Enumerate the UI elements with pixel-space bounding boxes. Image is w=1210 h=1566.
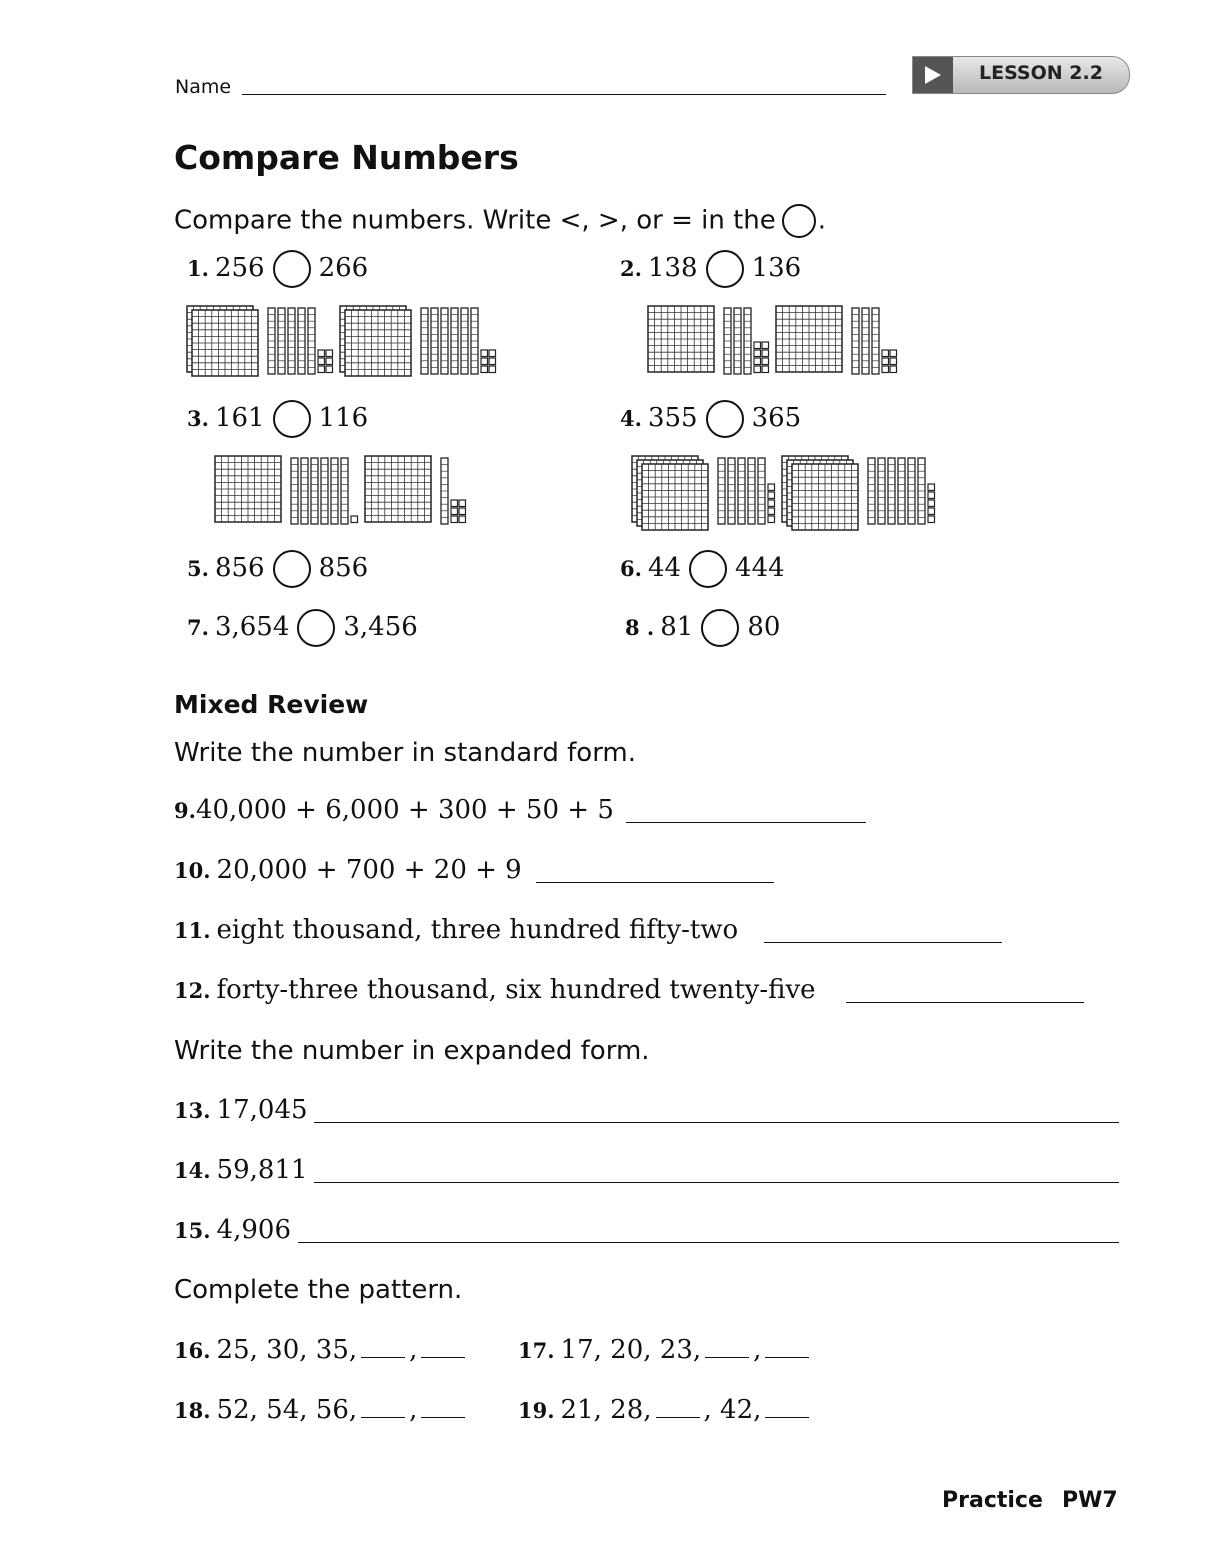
comma-separator: , xyxy=(409,1335,418,1365)
problem-text: 59,811 xyxy=(216,1155,308,1185)
one-cube xyxy=(481,358,488,365)
answer-circle[interactable] xyxy=(297,609,335,647)
name-label: Name xyxy=(175,76,232,98)
one-cube xyxy=(318,350,325,357)
ten-rod xyxy=(441,458,448,524)
number-a: 256 xyxy=(214,253,265,283)
number-b: 856 xyxy=(318,553,369,583)
answer-circle[interactable] xyxy=(273,550,311,588)
problem-number: 1. xyxy=(187,256,209,281)
ten-rod xyxy=(288,308,295,374)
hundred-flat xyxy=(792,464,858,530)
ten-rod xyxy=(451,308,458,374)
problem-number: 5. xyxy=(187,556,209,581)
answer-circle[interactable] xyxy=(706,250,744,288)
one-cube xyxy=(326,350,333,357)
standard-heading: Write the number in standard form. xyxy=(174,738,637,768)
one-cube xyxy=(768,484,775,491)
number-a: 138 xyxy=(647,253,698,283)
problem-number: 4. xyxy=(620,406,642,431)
problem-text: 17, 20, 23, xyxy=(560,1335,702,1365)
pattern-problem xyxy=(174,1335,469,1365)
ten-rod xyxy=(461,308,468,374)
problem-number: 13. xyxy=(174,1098,211,1123)
answer-blank[interactable] xyxy=(765,1357,809,1358)
pattern-problem xyxy=(518,1395,813,1425)
answer-circle[interactable] xyxy=(689,550,727,588)
ten-rod xyxy=(868,458,875,524)
ten-rod xyxy=(431,308,438,374)
ten-rod xyxy=(734,308,741,374)
hundred-flat xyxy=(776,306,842,372)
standard-form-problem xyxy=(174,855,522,885)
compare-problem xyxy=(187,550,368,588)
number-b: 3,456 xyxy=(343,612,418,642)
number-a: 81 xyxy=(660,612,694,642)
problem-text: 21, 28, xyxy=(560,1395,652,1425)
one-cube xyxy=(928,508,935,515)
ten-rod xyxy=(268,308,275,374)
problem-number: 3. xyxy=(187,406,209,431)
expanded-form-problem xyxy=(174,1215,291,1245)
one-cube xyxy=(768,508,775,515)
problem-number: 18. xyxy=(174,1398,211,1423)
problem-text: 40,000 + 6,000 + 300 + 50 + 5 xyxy=(195,795,614,825)
number-b: 266 xyxy=(318,253,369,283)
number-b: 444 xyxy=(735,553,785,583)
instruction: Compare the numbers. Write <, >, or = in the . xyxy=(174,204,826,238)
one-cube xyxy=(928,516,935,523)
base-ten-blocks xyxy=(187,294,507,384)
one-cube xyxy=(928,484,935,491)
answer-blank[interactable] xyxy=(361,1357,405,1358)
problem-number: 2. xyxy=(620,256,642,281)
ten-rod xyxy=(331,458,338,524)
problem-number: 17. xyxy=(518,1338,555,1363)
number-b: 80 xyxy=(747,612,781,642)
problem-text: 20,000 + 700 + 20 + 9 xyxy=(216,855,522,885)
one-cube xyxy=(351,516,358,523)
ten-rod xyxy=(321,458,328,524)
problem-text: 52, 54, 56, xyxy=(216,1395,358,1425)
compare-problem xyxy=(187,609,418,647)
answer-circle[interactable] xyxy=(706,400,744,438)
one-cube xyxy=(451,508,458,515)
one-cube xyxy=(768,492,775,499)
problem-text: eight thousand, three hundred fifty-two xyxy=(216,915,739,945)
problem-text: forty-three thousand, six hundred twenty-five xyxy=(216,975,816,1005)
one-cube xyxy=(481,350,488,357)
ten-rod xyxy=(744,308,751,374)
ten-rod xyxy=(878,458,885,524)
expanded-form-problem xyxy=(174,1155,308,1185)
one-cube xyxy=(890,350,897,357)
standard-form-problem xyxy=(174,975,816,1005)
lesson-badge xyxy=(912,56,1130,94)
one-cube xyxy=(326,358,333,365)
ten-rod xyxy=(898,458,905,524)
one-cube xyxy=(890,358,897,365)
one-cube xyxy=(326,366,333,373)
problem-number: 11. xyxy=(174,918,211,943)
ten-rod xyxy=(872,308,879,374)
problem-number: 14. xyxy=(174,1158,211,1183)
one-cube xyxy=(459,508,466,515)
ten-rod xyxy=(441,308,448,374)
answer-blank[interactable] xyxy=(421,1357,465,1358)
one-cube xyxy=(882,358,889,365)
pattern-heading: Complete the pattern. xyxy=(174,1275,463,1305)
one-cube xyxy=(754,366,761,373)
problem-text: 4,906 xyxy=(216,1215,291,1245)
answer-line[interactable] xyxy=(626,822,866,823)
mixed-review-heading: Mixed Review xyxy=(174,690,369,719)
ten-rod xyxy=(888,458,895,524)
one-cube xyxy=(754,342,761,349)
hundred-flat xyxy=(642,464,708,530)
one-cube xyxy=(762,358,769,365)
ten-rod xyxy=(278,308,285,374)
ten-rod xyxy=(908,458,915,524)
one-cube xyxy=(451,516,458,523)
one-cube xyxy=(754,350,761,357)
problem-number: 12. xyxy=(174,978,211,1003)
answer-circle[interactable] xyxy=(273,250,311,288)
comma-separator: , xyxy=(409,1395,418,1425)
number-b: 116 xyxy=(318,403,369,433)
expanded-heading: Write the number in expanded form. xyxy=(174,1036,650,1066)
answer-line[interactable] xyxy=(314,1122,1119,1123)
answer-blank[interactable] xyxy=(361,1417,405,1418)
number-b: 365 xyxy=(751,403,802,433)
footer-label: Practice xyxy=(942,1488,1043,1513)
answer-circle[interactable] xyxy=(273,400,311,438)
problem-number: 19. xyxy=(518,1398,555,1423)
number-a: 161 xyxy=(214,403,265,433)
answer-blank[interactable] xyxy=(656,1417,700,1418)
one-cube xyxy=(489,358,496,365)
answer-line[interactable] xyxy=(536,882,774,883)
answer-blank[interactable] xyxy=(705,1357,749,1358)
compare-problem xyxy=(620,400,801,438)
one-cube xyxy=(459,500,466,507)
problem-number: 9. xyxy=(174,798,196,823)
compare-problem xyxy=(187,400,368,438)
problem-text: 25, 30, 35, xyxy=(216,1335,358,1365)
ten-rod xyxy=(311,458,318,524)
compare-problem xyxy=(187,250,368,288)
number-a: 3,654 xyxy=(214,612,290,642)
compare-problem xyxy=(625,609,780,647)
hundred-flat xyxy=(648,306,714,372)
problem-text: 17,045 xyxy=(216,1095,308,1125)
problem-number: 6. xyxy=(620,556,642,581)
ten-rod xyxy=(738,458,745,524)
ten-rod xyxy=(862,308,869,374)
answer-line[interactable] xyxy=(846,1002,1084,1003)
one-cube xyxy=(762,350,769,357)
one-cube xyxy=(762,366,769,373)
problem-number: 7. xyxy=(187,615,209,640)
pattern-problem xyxy=(518,1335,813,1365)
ten-rod xyxy=(471,308,478,374)
pattern-problem xyxy=(174,1395,469,1425)
standard-form-problem xyxy=(174,795,614,825)
number-a: 856 xyxy=(214,553,265,583)
hundred-flat xyxy=(345,310,411,376)
standard-form-problem xyxy=(174,915,738,945)
circle-icon xyxy=(782,204,816,238)
expanded-form-problem xyxy=(174,1095,308,1125)
base-ten-blocks xyxy=(632,444,952,534)
one-cube xyxy=(318,366,325,373)
lesson-label: LESSON 2.2 xyxy=(979,62,1103,84)
number-b: 136 xyxy=(751,253,802,283)
comma-separator: , xyxy=(753,1335,762,1365)
one-cube xyxy=(882,366,889,373)
ten-rod xyxy=(341,458,348,524)
answer-line[interactable] xyxy=(298,1242,1119,1243)
one-cube xyxy=(890,366,897,373)
ten-rod xyxy=(298,308,305,374)
one-cube xyxy=(768,516,775,523)
base-ten-blocks xyxy=(215,444,535,534)
ten-rod xyxy=(724,308,731,374)
ten-rod xyxy=(728,458,735,524)
ten-rod xyxy=(852,308,859,374)
ten-rod xyxy=(748,458,755,524)
hundred-flat xyxy=(215,456,281,522)
page-title: Compare Numbers xyxy=(174,138,519,177)
ten-rod xyxy=(421,308,428,374)
ten-rod xyxy=(758,458,765,524)
answer-blank[interactable] xyxy=(765,1417,809,1418)
ten-rod xyxy=(718,458,725,524)
name-field[interactable] xyxy=(242,94,886,95)
ten-rod xyxy=(308,308,315,374)
number-a: 44 xyxy=(647,553,682,583)
one-cube xyxy=(318,358,325,365)
ten-rod xyxy=(301,458,308,524)
one-cube xyxy=(481,366,488,373)
problem-number: 10. xyxy=(174,858,211,883)
one-cube xyxy=(754,358,761,365)
compare-problem xyxy=(620,250,801,288)
problem-text: , 42, xyxy=(703,1395,762,1425)
ten-rod xyxy=(918,458,925,524)
hundred-flat xyxy=(365,456,431,522)
one-cube xyxy=(762,342,769,349)
compare-problem xyxy=(620,550,785,588)
ten-rod xyxy=(291,458,298,524)
problem-number: 16. xyxy=(174,1338,211,1363)
one-cube xyxy=(882,350,889,357)
answer-blank[interactable] xyxy=(421,1417,465,1418)
one-cube xyxy=(928,500,935,507)
one-cube xyxy=(928,492,935,499)
answer-circle[interactable] xyxy=(701,609,739,647)
play-icon xyxy=(913,57,953,93)
number-a: 355 xyxy=(647,403,698,433)
one-cube xyxy=(489,350,496,357)
problem-number: 15. xyxy=(174,1218,211,1243)
page-number: PW7 xyxy=(1062,1488,1118,1513)
answer-line[interactable] xyxy=(314,1182,1119,1183)
base-ten-blocks xyxy=(648,294,968,384)
one-cube xyxy=(459,516,466,523)
one-cube xyxy=(489,366,496,373)
one-cube xyxy=(768,500,775,507)
answer-line[interactable] xyxy=(764,942,1002,943)
problem-number: 8 . xyxy=(625,615,655,640)
hundred-flat xyxy=(192,310,258,376)
one-cube xyxy=(451,500,458,507)
